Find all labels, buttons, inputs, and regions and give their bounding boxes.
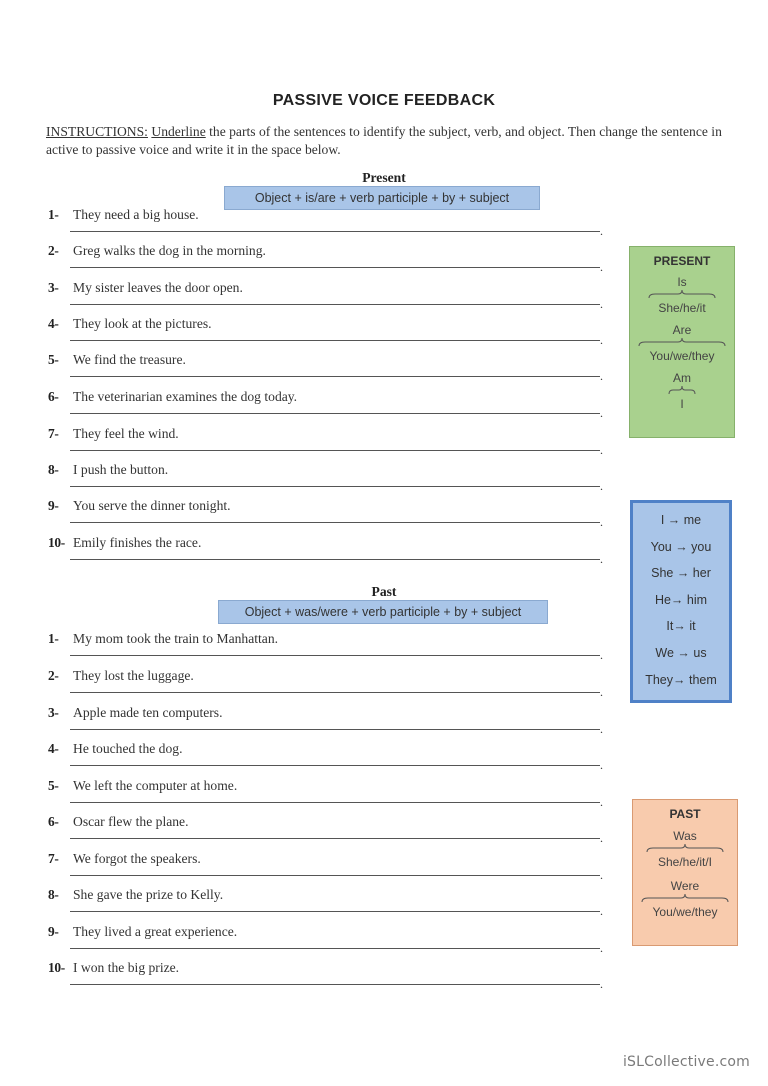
item-number: 7- xyxy=(48,851,59,866)
pronouns-she-he-it: She/he/it xyxy=(658,301,706,315)
brace-icon xyxy=(637,337,727,347)
answer-line[interactable] xyxy=(70,802,600,803)
pronoun-row: She → her xyxy=(651,566,711,581)
past-item-6: 6- Oscar flew the plane. . xyxy=(48,814,603,845)
item-sentence: She gave the prize to Kelly. xyxy=(73,887,224,902)
past-heading: Past xyxy=(371,584,397,599)
item-sentence: My mom took the train to Manhattan. xyxy=(73,631,279,646)
brace-icon xyxy=(647,289,717,299)
answer-line[interactable] xyxy=(70,340,600,341)
answer-line[interactable] xyxy=(70,911,600,912)
past-item-4: 4- He touched the dog. . xyxy=(48,741,603,772)
item-sentence: Apple made ten computers. xyxy=(73,705,223,720)
answer-line[interactable] xyxy=(70,875,600,876)
item-sentence: They need a big house. xyxy=(73,207,199,222)
instructions-verb: Underline xyxy=(151,124,206,139)
verb-were: Were xyxy=(670,879,700,893)
item-number: 3- xyxy=(48,705,59,720)
item-number: 9- xyxy=(48,498,59,513)
past-item-10: 10- I won the big prize. . xyxy=(48,960,603,991)
answer-line[interactable] xyxy=(70,231,600,232)
present-item-9: 9- You serve the dinner tonight. . xyxy=(48,498,603,529)
item-number: 7- xyxy=(48,426,59,441)
present-heading: Present xyxy=(362,170,406,185)
pronoun-row: I → me xyxy=(660,513,702,527)
past-item-5: 5- We left the computer at home. . xyxy=(48,778,603,809)
item-sentence: The veterinarian examines the dog today. xyxy=(73,389,298,404)
pronouns-you-we-they: You/we/they xyxy=(652,905,718,919)
item-number: 1- xyxy=(48,631,59,646)
brace-icon xyxy=(667,385,697,395)
present-item-8: 8- I push the button. . xyxy=(48,462,603,493)
item-number: 8- xyxy=(48,462,59,477)
pronouns-she-he-it-i: She/he/it/I xyxy=(657,855,713,869)
item-sentence: We forgot the speakers. xyxy=(73,851,201,866)
present-formula: Object + is/are + verb participle + by + subject xyxy=(224,186,540,210)
answer-line[interactable] xyxy=(70,655,600,656)
item-sentence: I won the big prize. xyxy=(73,960,180,975)
item-number: 4- xyxy=(48,741,59,756)
verb-are: Are xyxy=(672,323,692,337)
brace-icon xyxy=(640,893,730,903)
answer-line[interactable] xyxy=(70,729,600,730)
item-sentence: We left the computer at home. xyxy=(73,778,238,793)
pronoun-row: He→ him xyxy=(654,592,708,607)
item-sentence: My sister leaves the door open. xyxy=(73,280,243,295)
item-sentence: Greg walks the dog in the morning. xyxy=(73,243,266,258)
present-verb-box xyxy=(629,246,735,438)
past-formula: Object + was/were + verb participle + by + subject xyxy=(218,600,548,624)
item-number: 10- xyxy=(48,535,65,550)
item-number: 5- xyxy=(48,778,59,793)
present-item-1: 1- They need a big house. . xyxy=(48,207,603,238)
present-box-title: PRESENT xyxy=(653,254,711,268)
item-number: 4- xyxy=(48,316,59,331)
item-number: 1- xyxy=(48,207,59,222)
verb-am: Am xyxy=(673,371,691,385)
item-number: 3- xyxy=(48,280,59,295)
item-number: 2- xyxy=(48,243,59,258)
answer-line[interactable] xyxy=(70,413,600,414)
past-item-1: 1- My mom took the train to Manhattan. . xyxy=(48,631,603,662)
item-sentence: They lost the luggage. xyxy=(73,668,194,683)
past-box-title: PAST xyxy=(669,807,701,821)
brace-icon xyxy=(645,843,725,853)
answer-line[interactable] xyxy=(70,984,600,985)
item-number: 9- xyxy=(48,924,59,939)
pronoun-row: We → us xyxy=(655,645,707,660)
past-item-7: 7- We forgot the speakers. . xyxy=(48,851,603,882)
pronouns-you-we-they: You/we/they xyxy=(649,349,715,363)
past-item-8: 8- She gave the prize to Kelly. . xyxy=(48,887,603,918)
item-sentence: He touched the dog. xyxy=(73,741,183,756)
answer-line[interactable] xyxy=(70,522,600,523)
page-title: PASSIVE VOICE FEEDBACK xyxy=(272,92,496,109)
answer-line[interactable] xyxy=(70,267,600,268)
answer-line[interactable] xyxy=(70,948,600,949)
item-sentence: Oscar flew the plane. xyxy=(73,814,189,829)
item-number: 6- xyxy=(48,814,59,829)
answer-line[interactable] xyxy=(70,304,600,305)
answer-line[interactable] xyxy=(70,838,600,839)
watermark: iSLCollective.com xyxy=(622,1054,750,1070)
answer-line[interactable] xyxy=(70,559,600,560)
item-sentence: You serve the dinner tonight. xyxy=(73,498,231,513)
past-item-9: 9- They lived a great experience. . xyxy=(48,924,603,955)
answer-line[interactable] xyxy=(70,450,600,451)
present-item-6: 6- The veterinarian examines the dog today. . xyxy=(48,389,603,420)
pronoun-object-box xyxy=(630,500,732,703)
instructions xyxy=(46,123,726,159)
past-item-2: 2- They lost the luggage. . xyxy=(48,668,603,699)
instructions-text: the parts of the sentences to identify the subject, verb, and object. Then change the sentence in active to passive voice and write it in the space below. xyxy=(46,124,722,157)
item-sentence: I push the button. xyxy=(73,462,169,477)
verb-was: Was xyxy=(673,829,697,843)
present-item-5: 5- We find the treasure. . xyxy=(48,352,603,383)
item-number: 10- xyxy=(48,960,65,975)
present-item-2: 2- Greg walks the dog in the morning. . xyxy=(48,243,603,274)
item-sentence: Emily finishes the race. xyxy=(73,535,202,550)
pronoun-row: You → you xyxy=(650,539,712,554)
present-item-4: 4- They look at the pictures. . xyxy=(48,316,603,347)
item-number: 6- xyxy=(48,389,59,404)
pronoun-row: They→ them xyxy=(645,672,717,687)
present-item-7: 7- They feel the wind. . xyxy=(48,426,603,457)
item-sentence: We find the treasure. xyxy=(73,352,186,367)
answer-line[interactable] xyxy=(70,486,600,487)
answer-line[interactable] xyxy=(70,765,600,766)
instructions-label: INSTRUCTIONS: xyxy=(46,124,148,139)
item-number: 5- xyxy=(48,352,59,367)
present-item-3: 3- My sister leaves the door open. . xyxy=(48,280,603,311)
past-item-3: 3- Apple made ten computers. . xyxy=(48,705,603,736)
answer-line[interactable] xyxy=(70,692,600,693)
verb-is: Is xyxy=(677,275,687,289)
item-sentence: They look at the pictures. xyxy=(73,316,212,331)
item-sentence: They lived a great experience. xyxy=(73,924,238,939)
pronoun-row: It→ it xyxy=(666,619,696,634)
present-item-10: 10- Emily finishes the race. . xyxy=(48,535,603,566)
answer-line[interactable] xyxy=(70,376,600,377)
past-verb-box xyxy=(632,799,738,946)
item-sentence: They feel the wind. xyxy=(73,426,179,441)
pronoun-i: I xyxy=(680,397,684,411)
item-number: 2- xyxy=(48,668,59,683)
item-number: 8- xyxy=(48,887,59,902)
